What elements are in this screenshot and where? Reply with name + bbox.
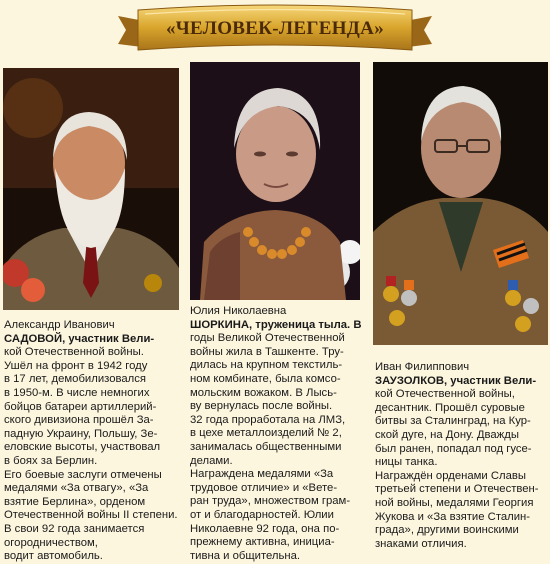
photo-sadovoy: [3, 68, 179, 310]
photo-zauzolkov: [373, 62, 548, 345]
caption-line: дилась на крупном текстиль-: [190, 359, 343, 372]
caption-line: Александр Иванович: [4, 319, 115, 331]
caption-line: был ранен, попадал под гусе-: [375, 442, 532, 455]
caption-line: В свои 92 года занимается: [4, 522, 145, 535]
caption-line: бойцов батареи артиллерий-: [4, 400, 157, 413]
caption-line: САДОВОЙ, участник Вели-: [4, 332, 155, 345]
caption-line: ЗАУЗОЛКОВ, участник Вели-: [375, 374, 537, 387]
caption-line: десантник. Прошёл суровые: [375, 401, 525, 414]
caption-line: еловские высоты, участвовал: [4, 441, 161, 454]
caption-line: прежнему активна, инициа-: [190, 536, 335, 549]
caption-line: водит автомобиль.: [4, 550, 103, 563]
caption-shorkina: [190, 305, 368, 563]
caption-line: Награждён орденами Славы: [375, 469, 527, 482]
caption-line: Его боевые заслуги отмечены: [4, 468, 162, 481]
caption-line: ской дуге, на Дону. Дважды: [375, 428, 519, 441]
caption-line: кой Отечественной войны,: [375, 388, 515, 401]
caption-line: ского дивизиона прошёл За-: [4, 414, 154, 427]
caption-line: 32 года проработала на ЛМЗ,: [190, 413, 346, 426]
caption-line: от и благодарностей. Юлии: [190, 508, 334, 521]
caption-line: Ушёл на фронт в 1942 году: [4, 359, 148, 372]
caption-line: Николаевне 92 года, она по-: [190, 522, 340, 535]
caption-sadovoy: [4, 319, 184, 564]
caption-line: огородничеством,: [4, 536, 98, 549]
caption-line: ной войны, медалями Георгия: [375, 496, 534, 509]
caption-line: ном комбинате, была комсо-: [190, 372, 341, 385]
caption-line: годы Великой Отечественной: [190, 332, 345, 345]
caption-line: Награждена медалями «За: [190, 468, 334, 481]
caption-line: ницы танка.: [375, 456, 438, 469]
caption-line: падную Украину, Польшу, Зе-: [4, 427, 158, 440]
caption-line: кой Отечественной войны.: [4, 346, 144, 359]
caption-line: войны жила в Ташкенте. Тру-: [190, 345, 344, 358]
caption-line: тивна и общительна.: [190, 549, 301, 562]
caption-zauzolkov: [375, 361, 547, 551]
page-title: «ЧЕЛОВЕК-ЛЕГЕНДА»: [165, 18, 384, 39]
caption-line: медалями «За отвагу», «За: [4, 482, 149, 495]
caption-line: в 17 лет, демобилизовался: [4, 373, 146, 386]
caption-line: трудовое отличие» и «Вете-: [190, 481, 338, 494]
caption-line: занималась общественными: [190, 440, 342, 453]
caption-line: ву вернулась после войны.: [190, 400, 333, 413]
portrait-elderly-man-icon: [3, 68, 179, 310]
caption-line: Жукова и «За взятие Сталин-: [375, 510, 531, 523]
caption-line: третьей степени и Отечествен-: [375, 483, 539, 496]
portrait-elderly-woman-icon: [190, 62, 360, 300]
caption-line: ран труда», множеством грам-: [190, 495, 351, 508]
caption-line: делами.: [190, 454, 233, 467]
header-banner: [0, 0, 550, 60]
caption-line: в цехе металлоизделий № 2,: [190, 427, 342, 440]
caption-line: града», другими воинскими: [375, 524, 519, 537]
caption-line: Юлия Николаевна: [190, 305, 287, 317]
caption-line: в боях за Берлин.: [4, 454, 98, 467]
caption-line: знаками отличия.: [375, 537, 467, 550]
photo-shorkina: [190, 62, 360, 300]
caption-line: Отечественной войны II степени.: [4, 509, 178, 522]
caption-line: в 1950-м. В числе немногих: [4, 386, 150, 399]
portrait-veteran-icon: [373, 62, 548, 345]
caption-line: Иван Филиппович: [375, 361, 470, 373]
caption-line: ШОРКИНА, труженица тыла. В: [190, 318, 362, 331]
caption-line: битвы за Сталинград, на Кур-: [375, 415, 531, 428]
caption-line: мольским вожаком. В Лысь-: [190, 386, 337, 399]
caption-line: взятие Берлина», орденом: [4, 495, 146, 508]
